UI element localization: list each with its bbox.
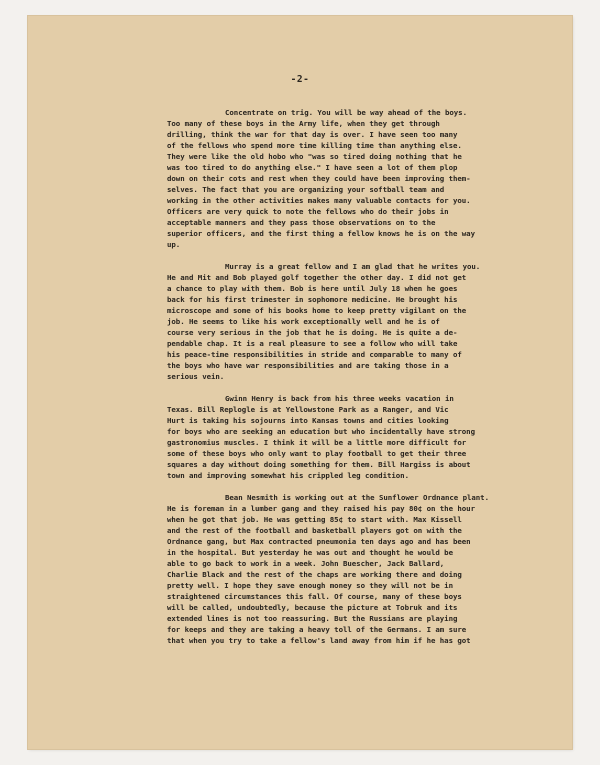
text-line: selves. The fact that you are organizing your softball team and [167,185,445,194]
text-line: able to go back to work in a week. John Buescher, Jack Ballard, [167,559,445,568]
text-line: Texas. Bill Replogle is at Yellowstone Park as a Ranger, and Vic [167,405,449,414]
text-line: of the fellows who spend more time killing time than anything else. [167,141,462,150]
text-line: for boys who are seeking an education but who incidentally have strong [167,427,475,436]
text-line: acceptable manners and they pass those observations on to the [167,218,436,227]
text-line: up. [167,240,181,249]
text-line: Concentrate on trig. You will be way ahead of the boys. [225,108,467,117]
text-line: He is foreman in a lumber gang and they raised his pay 80¢ on the hour [167,504,475,513]
text-line: will be called, undoubtedly, because the picture at Tobruk and its [167,603,458,612]
text-line: He and Mit and Bob played golf together the other day. I did not get [167,273,467,282]
text-line: the boys who have war responsibilities and are taking those in a [167,361,449,370]
text-line: in the hospital. But yesterday he was out and thought he would be [167,548,453,557]
text-line: They were like the old hobo who "was so tired doing nothing that he [167,152,462,161]
text-line: Gwinn Henry is back from his three weeks vacation in [225,394,454,403]
text-line: and the rest of the football and basketball players got on with the [167,526,462,535]
page-number: -2- [290,74,310,85]
text-line: for keeps and they are taking a heavy toll of the Germans. I am sure [167,625,467,634]
text-line: that when you try to take a fellow's land away from him if he has got [167,636,471,645]
text-line: drilling, think the war for that day is over. I have seen too many [167,130,458,139]
text-line: Charlie Black and the rest of the chaps are working there and doing [167,570,462,579]
paragraph [167,107,542,250]
text-line: pendable chap. It is a real pleasure to see a follow who will take [167,339,458,348]
text-line: back for his first trimester in sophomore medicine. He brought his [167,295,458,304]
text-line: when he got that job. He was getting 85¢ to start with. Max Kissell [167,515,462,524]
text-line: extended lines is not too reassuring. But the Russians are playing [167,614,458,623]
letter-body [167,107,542,657]
text-line: Officers are very quick to note the fellows who do their jobs in [167,207,449,216]
text-line: Hurt is taking his sojourns into Kansas towns and cities looking [167,416,449,425]
text-line: some of these boys who only want to play football to get their three [167,449,467,458]
text-line: Too many of these boys in the Army life, when they get through [167,119,440,128]
text-line: pretty well. I hope they save enough money so they will not be in [167,581,453,590]
text-line: squares a day without doing something for them. Bill Hargiss is about [167,460,471,469]
text-line: Murray is a great fellow and I am glad that he writes you. [225,262,481,271]
text-line: Ordnance gang, but Max contracted pneumonia ten days ago and has been [167,537,471,546]
paragraph [167,393,542,481]
text-line: down on their cots and rest when they could have been improving them- [167,174,471,183]
text-line: serious vein. [167,372,225,381]
text-line: straightened circumstances this fall. Of course, many of these boys [167,592,462,601]
text-line: gastronomius muscles. I think it will be a little more difficult for [167,438,467,447]
text-line: microscope and some of his books home to keep pretty vigilant on the [167,306,467,315]
text-line: was too tired to do anything else." I have seen a lot of them plop [167,163,458,172]
text-line: course very serious in the job that he is doing. He is quite a de- [167,328,458,337]
text-line: a chance to play with them. Bob is here until July 18 when he goes [167,284,458,293]
text-line: Bean Nesmith is working out at the Sunflower Ordnance plant. [225,493,489,502]
text-line: job. He seems to like his work exceptionally well and he is of [167,317,440,326]
paragraph [167,261,542,382]
text-line: town and improving somewhat his crippled leg condition. [167,471,409,480]
text-line: his peace-time responsibilities in stride and comparable to many of [167,350,462,359]
text-line: working in the other activities makes many valuable contacts for you. [167,196,471,205]
text-line: superior officers, and the first thing a fellow knows he is on the way [167,229,475,238]
paragraph [167,492,542,646]
letter-page [28,16,572,749]
